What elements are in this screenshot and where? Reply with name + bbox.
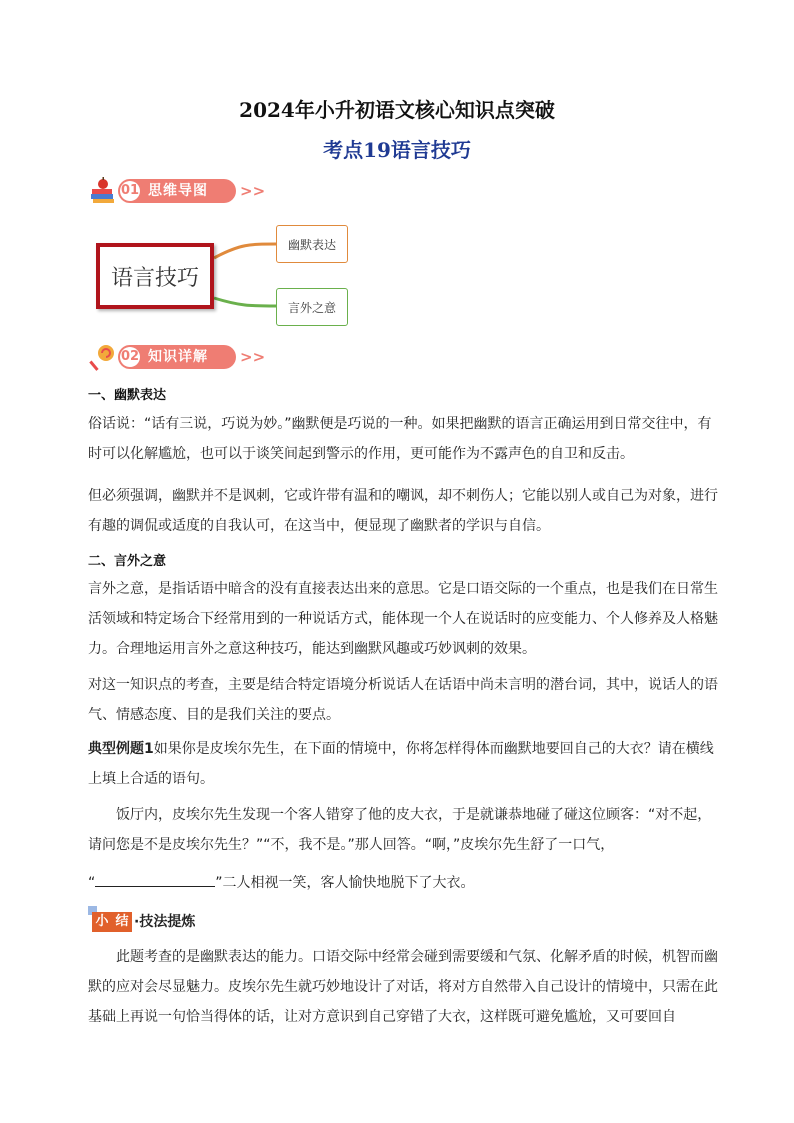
connector-implication [214,298,276,306]
paragraph-implication-1: 言外之意，是指话语中暗含的没有直接表达出来的意思。它是口语交际的一个重点，也是我们在日常生活领域和特定场合下经常用到的一种说话方式，能体现一个人在说话时的应变能力、个人修养及人格魅力。合理地运用言外之意这种技巧，能达到幽默风趣或巧妙讽刺的效果。 [88,581,718,657]
section-arrows: >> [240,348,266,366]
section-label: 知识详解 [148,349,208,365]
example-story [88,800,718,860]
section-arrows: >> [240,182,266,200]
story-text: 饭厅内，皮埃尔先生发现一个客人错穿了他的皮大衣，于是就谦恭地碰了碰这位顾客：“对不起，请问您是不是皮埃尔先生？”“不，我不是。”那人回答。“啊，”皮埃尔先生舒了一口气， [88,807,712,853]
page-title: 2024年小升初语文核心知识点突破 [239,98,555,122]
summary-tag: 小 [92,912,112,932]
section-label: 思维导图 [148,183,208,199]
example-text: 如果你是皮埃尔先生，在下面的情境中，你将怎样得体而幽默地要回自己的大衣？请在横线上填上合适的语句。 [88,741,714,787]
example-question [88,734,718,794]
section-pill [118,345,236,369]
section-banner-knowledge [88,342,278,372]
mindmap-root: 语言技巧 [96,243,214,309]
summary-tag: 结 [112,912,132,932]
summary-paragraph: 此题考查的是幽默表达的能力。口语交际中经常会碰到需要缓和气氛、化解矛盾的时候，机智而幽默的应对会尽显魅力。皮埃尔先生就巧妙地设计了对话，将对方自然带入自己设计的情境中，只需在此基础上再说一句恰当得体的话，让对方意识到自己穿错了大衣，这样既可避免尴尬，又可要回自 [88,949,718,1025]
lollipop-icon [88,342,118,372]
mindmap-node-humor: 幽默表达 [276,225,348,263]
heading-humor: 一、幽默表达 [88,388,167,403]
example-story-blank-line [88,868,718,898]
heading-implication: 二、言外之意 [88,554,167,569]
summary-label: ·技法提炼 [134,914,196,930]
mindmap-node-implication: 言外之意 [276,288,348,326]
section-number: 02 [120,347,140,367]
example-label: 典型例题1 [88,741,154,757]
story-end: ”二人相视一笑，客人愉快地脱下了大衣。 [215,875,475,891]
paragraph-implication-2: 对这一知识点的考查，主要是结合特定语境分析说话人在话语中尚未言明的潜台词，其中，说话人的语气、情感态度、目的是我们关注的要点。 [88,677,718,723]
story-quote-open: “ [88,875,96,891]
answer-blank[interactable] [95,872,215,887]
page-subtitle: 考点19语言技巧 [323,138,471,162]
summary-banner [88,906,288,932]
paragraph-humor-1: 俗话说：“话有三说，巧说为妙。”幽默便是巧说的一种。如果把幽默的语言正确运用到日常交往中，有时可以化解尴尬，也可以于谈笑间起到警示的作用，更可能作为不露声色的自卫和反击。 [88,416,712,462]
section-number: 01 [120,181,140,201]
paragraph-humor-2: 但必须强调，幽默并不是讽刺，它或许带有温和的嘲讽，却不刺伤人；它能以别人或自己为对象，进行有趣的调侃或适度的自我认可，在这当中，便显现了幽默者的学识与自信。 [88,488,718,534]
connector-humor [214,244,276,258]
